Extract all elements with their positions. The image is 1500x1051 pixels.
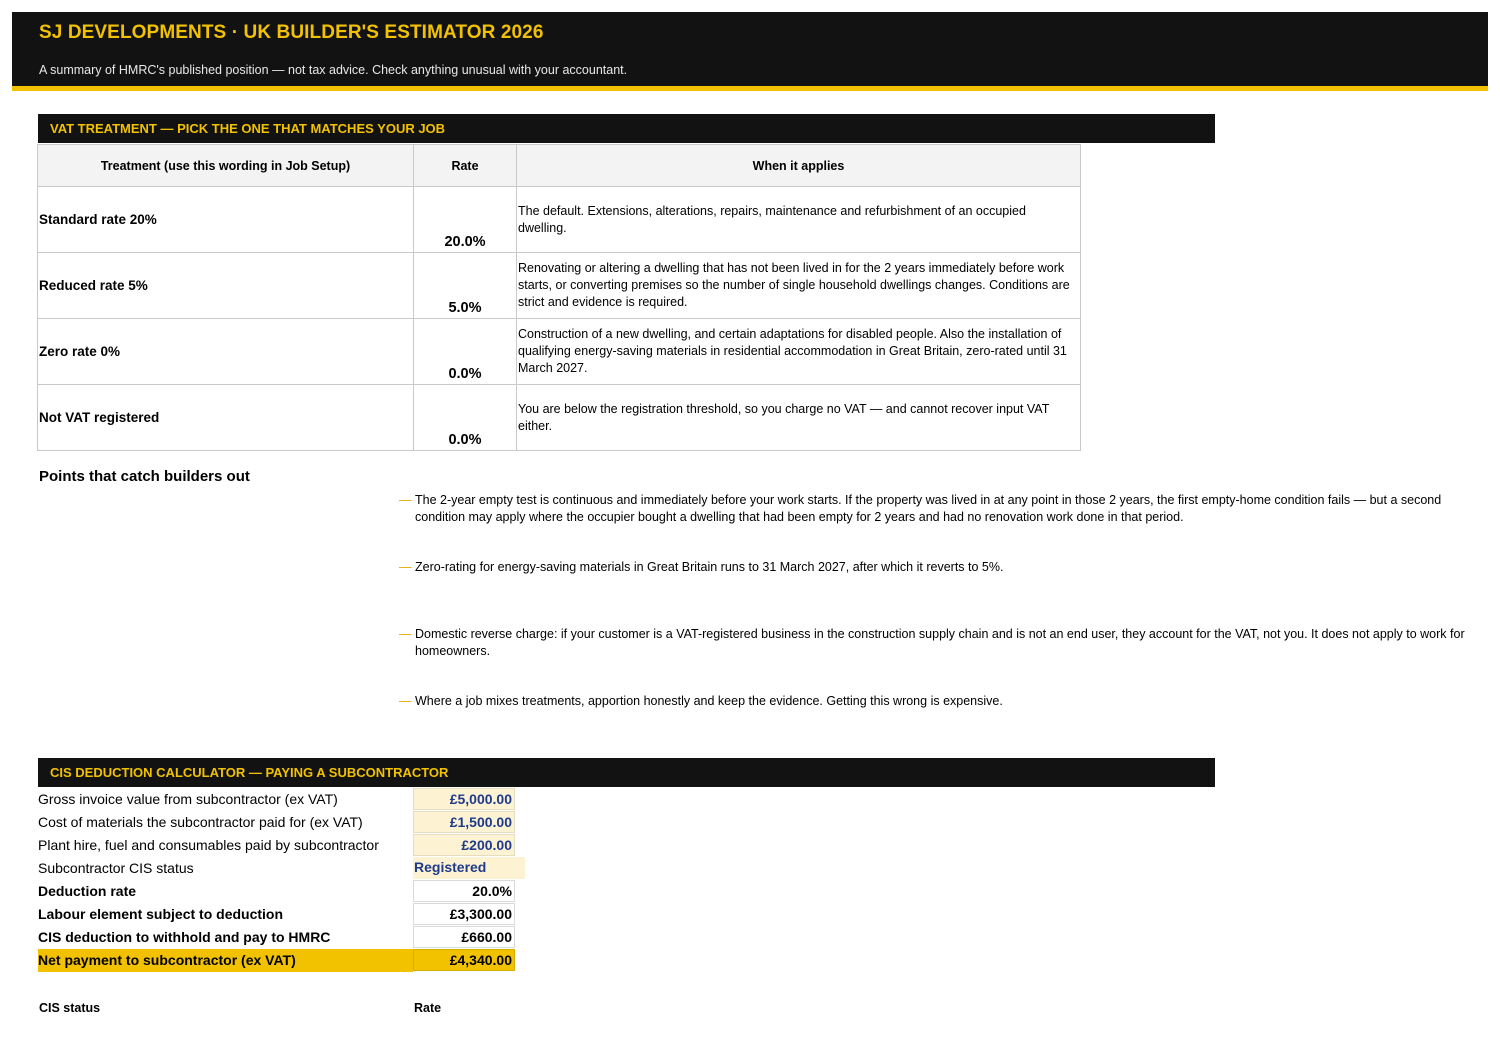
cis-status-row [38, 857, 518, 880]
table-row [38, 187, 1081, 253]
cis-net-row [38, 949, 518, 972]
point-text: Domestic reverse charge: if your customer is a VAT-registered business in the construction supply chain and is not an end user, they account for the VAT, not you. It does not apply to work for homeowners. [415, 627, 1465, 658]
table-row [38, 385, 1081, 451]
cis-status-header: CIS status [39, 1001, 101, 1015]
cis-section-header [38, 758, 1215, 787]
materials-input[interactable]: £1,500.00 [413, 811, 515, 833]
when-cell[interactable]: Construction of a new dwelling, and certain adaptations for disabled people. Also the installation of qualifying energy-saving materials in residential accommodation in Great Britain, zero-rated until 31 March 2027. [517, 319, 1081, 385]
page-subtitle: A summary of HMRC's published position — not tax advice. Check anything unusual with your accountant. [39, 63, 628, 77]
status-select[interactable]: Registered [413, 857, 525, 879]
cis-labour-row [38, 903, 518, 926]
deduction-rate-label: Deduction rate [38, 883, 137, 899]
rate-cell[interactable]: 0.0% [414, 385, 517, 451]
header-banner [12, 12, 1488, 91]
vat-section-title: VAT TREATMENT — PICK THE ONE THAT MATCHES YOUR JOB [50, 121, 446, 136]
table-row [38, 319, 1081, 385]
list-item[interactable] [399, 693, 1474, 710]
treatment-cell[interactable]: Reduced rate 5% [38, 253, 414, 319]
labour-value: £3,300.00 [413, 903, 515, 925]
treatment-cell[interactable]: Not VAT registered [38, 385, 414, 451]
cis-withhold-row [38, 926, 518, 949]
cis-rate-row [38, 880, 518, 903]
net-value: £4,340.00 [413, 949, 515, 971]
dash-bullet-icon: — [399, 627, 412, 641]
page-title: SJ DEVELOPMENTS · UK BUILDER'S ESTIMATOR 2026 [39, 22, 544, 43]
treatment-cell[interactable]: Standard rate 20% [38, 187, 414, 253]
column-header-when: When it applies [517, 145, 1081, 187]
dash-bullet-icon: — [399, 694, 412, 708]
column-header-rate: Rate [414, 145, 517, 187]
withhold-value: £660.00 [413, 926, 515, 948]
rate-cell[interactable]: 20.0% [414, 187, 517, 253]
list-item[interactable] [399, 626, 1474, 660]
gross-input[interactable]: £5,000.00 [413, 788, 515, 810]
when-cell[interactable]: The default. Extensions, alterations, repairs, maintenance and refurbishment of an occupied dwelling. [517, 187, 1081, 253]
cis-gross-row [38, 788, 518, 811]
plant-input[interactable]: £200.00 [413, 834, 515, 856]
when-cell[interactable]: Renovating or altering a dwelling that has not been lived in for the 2 years immediately before work starts, or converting premises so the number of single household dwellings changes. Conditions are strict and evidence is required. [517, 253, 1081, 319]
points-title: Points that catch builders out [39, 468, 250, 485]
rate-cell[interactable]: 5.0% [414, 253, 517, 319]
vat-table-header-row [38, 145, 1081, 187]
plant-label: Plant hire, fuel and consumables paid by subcontractor [38, 837, 379, 853]
point-text: Where a job mixes treatments, apportion honestly and keep the evidence. Getting this wrong is expensive. [415, 694, 1003, 708]
cis-plant-row [38, 834, 518, 857]
cis-materials-row [38, 811, 518, 834]
materials-label: Cost of materials the subcontractor paid for (ex VAT) [38, 814, 363, 830]
deduction-rate-value: 20.0% [413, 880, 515, 902]
point-text: The 2-year empty test is continuous and immediately before your work starts. If the property was lived in at any point in those 2 years, the first empty-home condition fails — but a second condition may apply where the occupier bought a dwelling that had been empty for 2 years and had no renovation work done in that period. [415, 493, 1442, 524]
net-label: Net payment to subcontractor (ex VAT) [38, 952, 296, 968]
dash-bullet-icon: — [399, 560, 412, 574]
column-header-treatment: Treatment (use this wording in Job Setup) [38, 145, 414, 187]
list-item[interactable] [399, 492, 1474, 526]
when-cell[interactable]: You are below the registration threshold, so you charge no VAT — and cannot recover input VAT either. [517, 385, 1081, 451]
rate-cell[interactable]: 0.0% [414, 319, 517, 385]
vat-treatment-table [37, 144, 1081, 451]
list-item[interactable] [399, 559, 1474, 576]
cis-section-title: CIS DEDUCTION CALCULATOR — PAYING A SUBCONTRACTOR [50, 765, 449, 780]
dash-bullet-icon: — [399, 493, 412, 507]
labour-label: Labour element subject to deduction [38, 906, 284, 922]
table-row [38, 253, 1081, 319]
vat-section-header [38, 114, 1215, 143]
treatment-cell[interactable]: Zero rate 0% [38, 319, 414, 385]
withhold-label: CIS deduction to withhold and pay to HMRC [38, 929, 331, 945]
gross-label: Gross invoice value from subcontractor (ex VAT) [38, 791, 338, 807]
rate-header: Rate [414, 1001, 442, 1015]
status-label: Subcontractor CIS status [38, 860, 194, 876]
point-text: Zero-rating for energy-saving materials in Great Britain runs to 31 March 2027, after which it reverts to 5%. [415, 560, 1004, 574]
